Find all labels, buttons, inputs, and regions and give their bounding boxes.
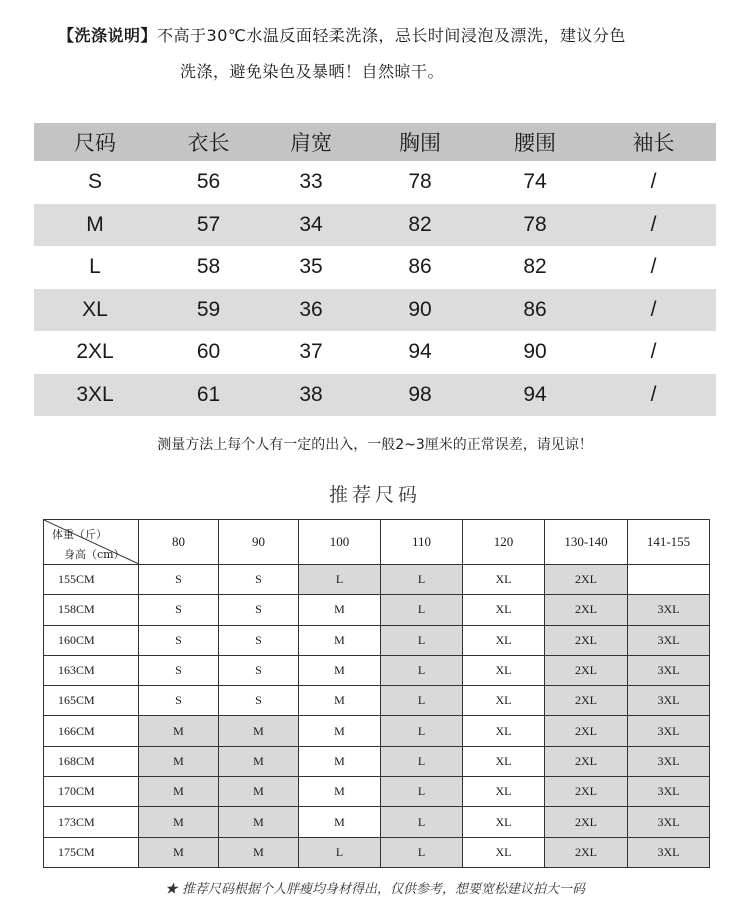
recommended-size-cell: M [299,777,381,807]
recommended-size-cell: 3XL [628,716,710,746]
size-chart-cell: 78 [479,204,591,247]
size-chart-cell: 59 [156,289,261,332]
size-chart-header: 衣长 [156,123,261,161]
size-chart-header-row [34,123,716,161]
recommended-size-cell: 2XL [545,807,628,837]
size-chart-cell: 94 [479,374,591,417]
size-chart-header: 尺码 [34,123,156,161]
size-chart-cell: 86 [408,255,432,279]
recommended-size-cell: XL [463,716,545,746]
recommended-size-cell: 2XL [545,595,628,625]
height-cell: 166CM [44,716,139,746]
size-chart-cell: 57 [156,204,261,247]
size-chart-cell: / [650,255,657,279]
recommend-row [44,837,710,867]
recommended-size-cell: 2XL [545,655,628,685]
size-chart-cell: 2XL [76,340,114,364]
size-chart-cell: 74 [523,170,547,194]
recommended-size-cell: XL [463,807,545,837]
recommended-size-cell: S [219,655,299,685]
weight-header: 141-155 [628,520,710,565]
recommended-size-cell: M [139,777,219,807]
recommend-row [44,777,710,807]
recommended-size-cell: L [381,565,463,595]
recommended-size-cell: L [381,595,463,625]
recommended-size-cell: L [381,716,463,746]
recommended-size-cell: 2XL [545,716,628,746]
recommend-title: 推荐尺码 [328,484,421,506]
recommend-row [44,716,710,746]
size-chart-cell: 82 [523,255,547,279]
recommended-size-cell: 3XL [628,777,710,807]
corner-height-label: 身高（cm） [64,548,125,561]
size-chart-row [34,204,716,247]
recommended-size-cell: S [139,655,219,685]
recommended-size-cell: S [139,595,219,625]
size-chart-cell: / [650,340,657,364]
recommend-row [44,686,710,716]
recommend-row [44,807,710,837]
size-chart-cell: L [89,255,101,279]
size-chart-cell: 78 [408,170,432,194]
recommended-size-cell: S [219,686,299,716]
size-chart-row [34,289,716,332]
height-cell: 170CM [44,777,139,807]
weight-header: 90 [219,520,299,565]
size-chart-cell: / [591,374,716,417]
recommend-row [44,565,710,595]
size-chart-cell: / [591,204,716,247]
recommended-size-cell: M [219,746,299,776]
recommend-footnote: ★ 推荐尺码根据个人胖瘦均身材得出，仅供参考，想要宽松建议拍大一码 [164,882,586,897]
size-chart-cell: S [87,170,102,194]
recommended-size-cell: XL [463,777,545,807]
height-cell: 168CM [44,746,139,776]
recommended-size-cell: M [299,716,381,746]
corner-weight-label: 体重（斤） [52,528,107,541]
size-chart-cell: M [34,204,156,247]
recommended-size-cell: S [219,565,299,595]
recommended-size-cell: 2XL [545,625,628,655]
size-chart-body [34,161,716,416]
height-cell: 163CM [44,655,139,685]
size-chart-cell: 58 [196,255,221,279]
size-chart-cell: 61 [156,374,261,417]
recommended-size-cell: L [299,837,381,867]
recommended-size-cell: M [139,837,219,867]
recommended-size-cell: 3XL [628,807,710,837]
recommended-size-cell: 3XL [628,625,710,655]
care-line-1: 不高于30℃水温反面轻柔洗涤，忌长时间浸泡及漂洗，建议分色 [157,26,626,45]
recommended-size-cell: M [139,746,219,776]
recommended-size-cell: M [219,777,299,807]
recommended-size-cell [628,565,710,595]
size-chart-cell: 82 [361,204,479,247]
size-chart-cell: / [650,170,657,194]
size-chart-header: 袖长 [591,123,716,161]
recommended-size-cell: 3XL [628,655,710,685]
size-chart-cell: 38 [261,374,361,417]
recommended-size-cell: M [299,655,381,685]
recommended-size-cell: 2XL [545,686,628,716]
size-chart-header: 肩宽 [261,123,361,161]
recommended-size-cell: L [381,746,463,776]
recommend-row [44,655,710,685]
care-instructions [58,18,718,90]
recommended-size-cell: 3XL [628,686,710,716]
recommended-size-cell: XL [463,746,545,776]
recommend-header-row [44,520,710,565]
recommend-table-body [44,565,710,868]
recommended-size-cell: M [299,746,381,776]
size-chart-cell: XL [34,289,156,332]
recommended-size-cell: XL [463,686,545,716]
recommend-row [44,595,710,625]
size-chart-cell: 90 [361,289,479,332]
size-chart-row [34,374,716,417]
recommended-size-cell: S [219,625,299,655]
recommended-size-cell: 2XL [545,746,628,776]
height-cell: 173CM [44,807,139,837]
recommended-size-cell: L [299,565,381,595]
recommended-size-cell: 3XL [628,746,710,776]
weight-header: 110 [381,520,463,565]
recommended-size-cell: L [381,807,463,837]
recommended-size-cell: M [299,807,381,837]
size-chart-cell: 90 [523,340,547,364]
recommended-size-cell: M [299,595,381,625]
size-chart-cell: 34 [261,204,361,247]
weight-header: 80 [139,520,219,565]
recommended-size-cell: XL [463,565,545,595]
size-chart-row [34,161,716,204]
recommended-size-cell: XL [463,595,545,625]
recommended-size-cell: M [219,837,299,867]
size-chart-cell: 37 [299,340,323,364]
size-chart-cell: 36 [261,289,361,332]
recommend-row [44,625,710,655]
weight-header: 100 [299,520,381,565]
size-chart-row [34,331,716,374]
recommended-size-cell: M [219,807,299,837]
size-chart-cell: 98 [361,374,479,417]
size-chart-cell: 3XL [34,374,156,417]
recommended-size-cell: XL [463,625,545,655]
size-chart-cell: 56 [196,170,221,194]
recommended-size-cell: M [299,686,381,716]
size-chart-cell: 35 [299,255,323,279]
recommended-size-cell: L [381,686,463,716]
size-chart-header: 胸围 [361,123,479,161]
recommended-size-cell: XL [463,655,545,685]
recommend-row [44,746,710,776]
weight-header: 120 [463,520,545,565]
recommended-size-cell: S [219,595,299,625]
recommended-size-cell: 2XL [545,565,628,595]
height-cell: 158CM [44,595,139,625]
recommended-size-cell: 3XL [628,595,710,625]
recommended-size-cell: M [139,716,219,746]
size-chart-header: 腰围 [479,123,591,161]
recommended-size-cell: XL [463,837,545,867]
recommended-size-cell: L [381,655,463,685]
size-chart-cell: 60 [196,340,221,364]
size-chart-cell: / [591,289,716,332]
recommended-size-cell: 2XL [545,837,628,867]
height-cell: 160CM [44,625,139,655]
recommended-size-cell: S [139,625,219,655]
recommended-size-cell: S [139,565,219,595]
recommended-size-cell: 3XL [628,837,710,867]
recommend-size-table [43,519,710,868]
weight-header: 130-140 [545,520,628,565]
recommended-size-cell: 2XL [545,777,628,807]
size-chart-cell: 33 [299,170,323,194]
size-chart-table [34,123,716,416]
height-cell: 165CM [44,686,139,716]
recommended-size-cell: L [381,777,463,807]
size-chart-cell: 86 [479,289,591,332]
care-line-2: 洗涤，避免染色及暴晒！自然晾干。 [180,62,445,81]
measurement-note: 测量方法上每个人有一定的出入，一般2~3厘米的正常误差，请见谅！ [157,437,593,453]
care-label: 【洗涤说明】 [58,26,158,45]
recommended-size-cell: L [381,837,463,867]
height-cell: 175CM [44,837,139,867]
size-chart-row [34,246,716,289]
recommended-size-cell: S [139,686,219,716]
height-cell: 155CM [44,565,139,595]
size-chart-cell: 94 [408,340,432,364]
recommended-size-cell: M [219,716,299,746]
recommended-size-cell: M [139,807,219,837]
recommended-size-cell: M [299,625,381,655]
recommend-corner-cell [44,520,139,565]
recommended-size-cell: L [381,625,463,655]
